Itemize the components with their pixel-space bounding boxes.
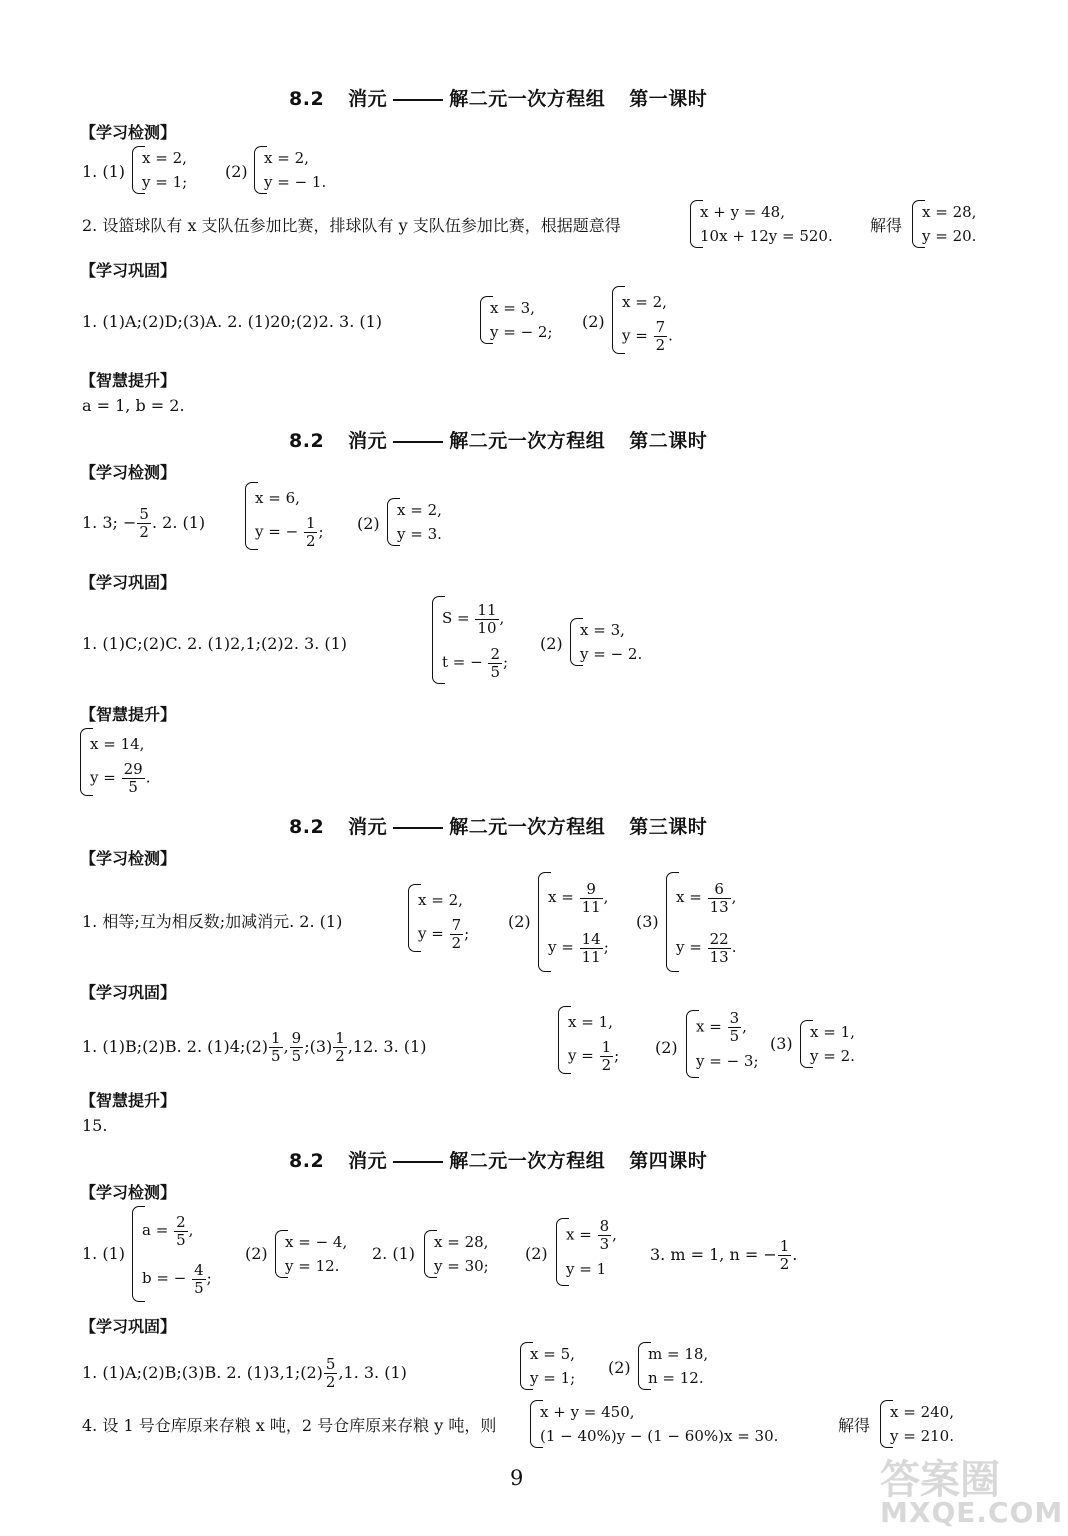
answer-text: (3)	[770, 1034, 793, 1053]
answer-text: (2)	[655, 1038, 678, 1057]
watermark-url: MXQE.COM	[880, 1496, 1064, 1529]
heading-check: 【学习检测】	[80, 123, 177, 142]
heading-improve: 【智慧提升】	[80, 371, 177, 390]
section-title-1: 8.2 消元 解二元一次方程组 第一课时	[289, 88, 708, 110]
equation-system: a = $\frac{2}{5}$ , b = − $\frac{4}{5}$ ;	[132, 1206, 212, 1302]
section-title-2: 8.2 消元 解二元一次方程组 第二课时	[289, 430, 708, 452]
answer-text: 15.	[82, 1116, 108, 1135]
answer-text: (2)	[508, 912, 531, 931]
equation-system: x = 2, y = $\frac{7}{2}$ ;	[408, 884, 469, 952]
heading-check: 【学习检测】	[80, 1183, 177, 1202]
answer-text: 解得	[838, 1416, 871, 1435]
answer-text: (3)	[636, 912, 659, 931]
equation-system: x = $\frac{3}{5}$ , y = − 3;	[686, 1010, 759, 1078]
equation-system: x = 3, y = − 2;	[480, 296, 553, 344]
equation-system: x = $\frac{9}{11}$ , y = $\frac{14}{11}$ ;	[538, 872, 609, 972]
equation-system: x = 6, y = − $\frac{1}{2}$ ;	[245, 482, 324, 550]
heading-consolidate: 【学习巩固】	[80, 261, 177, 280]
answer-text: 1. (1)	[82, 1244, 126, 1263]
answer-text: (2)	[357, 514, 380, 533]
equation-system: x = 2, y = − 1.	[254, 146, 326, 194]
equation-system: x = 5, y = 1;	[520, 1342, 575, 1390]
answer-text: 1. (1)A;(2)B;(3)B. 2. (1)3,1;(2) $\frac{5}{2}$ ,1. 3. (1)	[82, 1355, 407, 1391]
equation-system: S = $\frac{11}{10}$ , t = − $\frac{2}{5}$ ;	[432, 596, 508, 684]
answer-text: 1. (1)C;(2)C. 2. (1)2,1;(2)2. 3. (1)	[82, 634, 348, 653]
equation-system: x + y = 450, (1 − 40%)y − (1 − 60%)x = 30.	[530, 1400, 778, 1448]
answer-text: (2)	[540, 634, 563, 653]
answer-text: 2. (1)	[372, 1244, 416, 1263]
answer-text: (2)	[225, 162, 248, 181]
heading-consolidate: 【学习巩固】	[80, 573, 177, 592]
equation-system: x = $\frac{8}{3}$ , y = 1	[556, 1218, 617, 1286]
equation-system: x = 14, y = $\frac{29}{5}$ .	[80, 728, 150, 796]
equation-system: x = 1, y = 2.	[800, 1020, 855, 1068]
heading-consolidate: 【学习巩固】	[80, 983, 177, 1002]
answer-text: (2)	[582, 312, 605, 331]
equation-system: x = − 4, y = 12.	[275, 1230, 347, 1278]
heading-improve: 【智慧提升】	[80, 1091, 177, 1110]
equation-system: x = 1, y = $\frac{1}{2}$ ;	[558, 1006, 619, 1074]
equation-system: x + y = 48, 10x + 12y = 520.	[690, 200, 833, 248]
section-title-4: 8.2 消元 解二元一次方程组 第四课时	[289, 1150, 708, 1172]
equation-system: x = 28, y = 20.	[912, 200, 976, 248]
answer-text: 1. (1)A;(2)D;(3)A. 2. (1)20;(2)2. 3. (1)	[82, 312, 383, 331]
answer-text: (2)	[608, 1358, 631, 1377]
equation-system: x = $\frac{6}{13}$ , y = $\frac{22}{13}$ .	[666, 872, 736, 972]
answer-text: 1. 相等;互为相反数;加减消元. 2. (1)	[82, 912, 343, 931]
answer-text: 1. 3; − $\frac{5}{2}$ . 2. (1)	[82, 505, 206, 541]
answer-text: 1. (1)	[82, 162, 126, 181]
heading-check: 【学习检测】	[80, 463, 177, 482]
heading-improve: 【智慧提升】	[80, 705, 177, 724]
answer-text: 3. m = 1, n = − $\frac{1}{2}$ .	[650, 1237, 798, 1273]
equation-system: x = 240, y = 210.	[880, 1400, 954, 1448]
answer-text: 4. 设 1 号仓库原来存粮 x 吨，2 号仓库原来存粮 y 吨，则	[82, 1416, 497, 1435]
heading-check: 【学习检测】	[80, 849, 177, 868]
equation-system: x = 3, y = − 2.	[570, 618, 642, 666]
answer-text: 2. 设篮球队有 x 支队伍参加比赛，排球队有 y 支队伍参加比赛，根据题意得	[82, 216, 621, 235]
answer-text: a = 1, b = 2.	[82, 396, 185, 415]
equation-system: x = 2, y = $\frac{7}{2}$ .	[612, 286, 673, 354]
answer-text: 1. (1)B;(2)B. 2. (1)4;(2) $\frac{1}{5}$ , $\frac{9}{5}$ ;(3) $\frac{1}{2}$ ,12. 3. (1)	[82, 1029, 427, 1065]
equation-system: x = 2, y = 1;	[132, 146, 187, 194]
equation-system: m = 18, n = 12.	[638, 1342, 708, 1390]
equation-system: x = 2, y = 3.	[387, 498, 442, 546]
answer-text: (2)	[525, 1244, 548, 1263]
page-number: 9	[510, 1466, 524, 1490]
equation-system: x = 28, y = 30;	[424, 1230, 489, 1278]
heading-consolidate: 【学习巩固】	[80, 1317, 177, 1336]
section-title-3: 8.2 消元 解二元一次方程组 第三课时	[289, 816, 708, 838]
watermark-logo: 答案圈	[880, 1457, 1000, 1503]
answer-text: 解得	[870, 216, 903, 235]
answer-text: (2)	[245, 1244, 268, 1263]
